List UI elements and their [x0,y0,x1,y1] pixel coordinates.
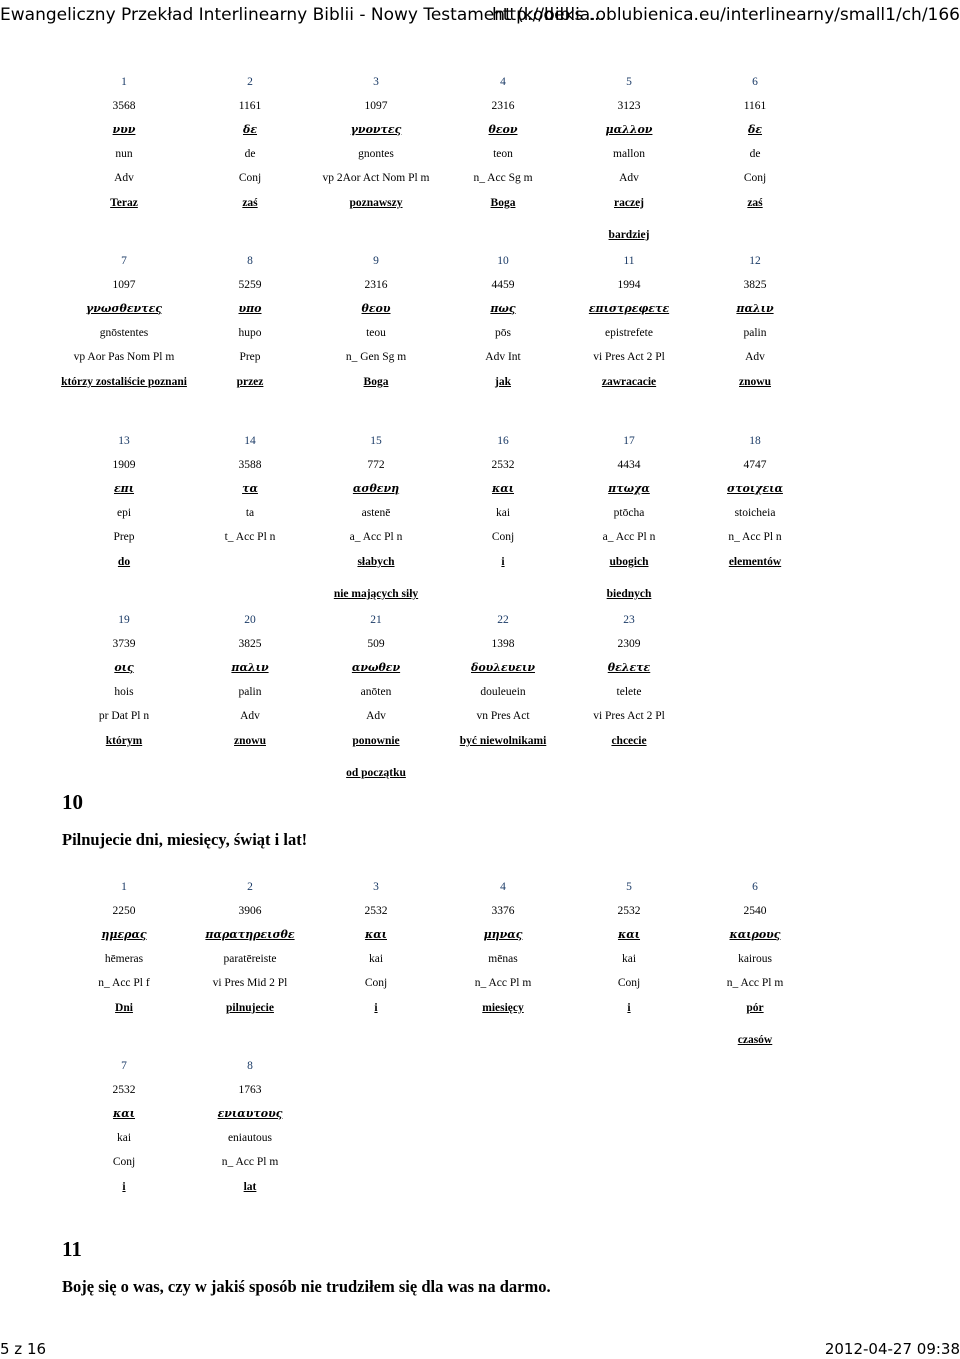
word-block [0,1052,960,1212]
strong-number: 4459 [491,279,515,291]
transliteration: astenē [361,507,391,519]
strong-number: 3739 [112,638,136,650]
word-number: 16 [497,435,509,447]
greek-word[interactable]: παλιν [736,302,774,315]
greek-word[interactable]: θελετε [607,661,651,674]
strong-number: 3568 [112,100,136,112]
alt-translation[interactable]: nie mających siły [333,588,419,600]
polish-translation[interactable]: zawracacie [601,376,657,388]
word-block [0,873,960,1046]
grammar-code: a_ Acc Pl n [602,531,656,543]
transliteration: mallon [613,148,645,160]
polish-translation[interactable]: Boga [363,376,389,388]
grammar-code: a_ Acc Pl n [349,531,403,543]
transliteration: palin [743,327,767,339]
word-number: 22 [497,614,509,626]
word-number: 7 [121,255,127,267]
word-number: 17 [623,435,635,447]
strong-number: 2316 [491,100,515,112]
strong-number: 4434 [617,459,641,471]
grammar-code: Adv [745,351,765,363]
greek-word[interactable]: παρατηρεισθε [205,928,295,941]
polish-translation[interactable]: Boga [490,197,516,209]
word-number: 13 [118,435,130,447]
alt-translation[interactable]: czasów [737,1034,773,1046]
alt-translation[interactable]: od początku [346,767,406,779]
word-block [0,427,960,600]
word-number: 18 [749,435,761,447]
greek-word[interactable]: μαλλον [605,123,653,136]
greek-word[interactable]: γνοντες [350,123,402,136]
polish-translation[interactable]: zaś [747,197,763,209]
transliteration: nun [115,148,133,160]
word-number: 4 [500,76,506,88]
word-number: 3 [373,76,379,88]
polish-translation[interactable]: Teraz [110,197,138,209]
verse-number: 11 [62,1237,82,1261]
word-number: 8 [247,255,253,267]
polish-translation[interactable]: słabych [357,556,395,568]
transliteration: kai [621,953,637,965]
greek-word[interactable]: παλιν [231,661,269,674]
transliteration: de [244,148,256,160]
alt-translation[interactable]: biednych [606,588,652,600]
greek-word[interactable]: γνωσθεντες [86,302,162,315]
greek-word[interactable]: δουλευειν [471,661,535,674]
polish-translation[interactable]: elementów [728,556,782,568]
grammar-code: n_ Acc Sg m [473,172,533,184]
strong-number: 2532 [491,459,515,471]
grammar-code: Adv [366,710,386,722]
word-number: 5 [626,881,632,893]
polish-translation[interactable]: przez [236,376,264,388]
transliteration: kai [116,1132,132,1144]
polish-translation[interactable]: którym [105,735,143,747]
grammar-code: n_ Acc Pl f [98,977,150,989]
transliteration: gnōstentes [99,327,149,339]
transliteration: epistrefete [605,327,653,339]
strong-number: 2532 [112,1084,136,1096]
grammar-code: Conj [364,977,388,989]
polish-translation[interactable]: pilnujecie [226,1002,274,1014]
grammar-code: Conj [238,172,262,184]
word-cell [124,1052,376,1212]
grammar-code: vn Pres Act [476,710,530,722]
strong-number: 3376 [491,905,515,917]
transliteration: ta [245,507,255,519]
polish-translation[interactable]: być niewolnikami [459,735,547,747]
strong-number: 1161 [743,100,767,112]
polish-translation[interactable]: i [501,556,505,568]
greek-word[interactable]: μηνας [483,928,523,941]
greek-word[interactable]: και [617,928,641,941]
grammar-code: Conj [743,172,767,184]
grammar-code: n_ Acc Pl m [221,1156,279,1168]
strong-number: 3906 [238,905,262,917]
page-footer [0,1339,960,1359]
strong-number: 2540 [743,905,767,917]
transliteration: gnontes [358,148,394,160]
grammar-code: n_ Acc Pl n [728,531,782,543]
word-cell [629,873,881,1033]
strong-number: 3123 [617,100,641,112]
strong-number: 1994 [617,279,641,291]
polish-translation[interactable]: chcecie [611,735,647,747]
greek-word[interactable]: και [491,482,515,495]
transliteration: mēnas [488,953,518,965]
grammar-code: vi Pres Mid 2 Pl [212,977,288,989]
polish-translation[interactable]: raczej [614,197,644,209]
transliteration: kai [495,507,511,519]
polish-translation[interactable]: ponownie [352,735,400,747]
strong-number: 1097 [364,100,388,112]
strong-number: 2316 [364,279,388,291]
greek-word[interactable]: ενιαυτους [217,1107,283,1120]
polish-translation[interactable]: do [117,556,131,568]
strong-number: 1909 [112,459,136,471]
polish-translation[interactable]: i [122,1181,126,1193]
word-cell [503,606,755,766]
greek-word[interactable]: νυν [112,123,136,136]
polish-translation[interactable]: miesięcy [482,1002,524,1014]
strong-number: 2309 [617,638,641,650]
word-cell [629,427,881,587]
word-number: 20 [244,614,256,626]
strong-number: 4747 [743,459,767,471]
greek-word[interactable]: δε [242,123,258,136]
transliteration: kairous [738,953,772,965]
grammar-code: Prep [239,351,261,363]
verse-number: 10 [62,790,83,814]
header-url[interactable]: http://biblia.oblubienica.eu/interlinearny/small1/ch/166 [491,5,960,25]
strong-number: 772 [367,459,385,471]
greek-word[interactable]: πτωχα [608,482,650,495]
grammar-code: Adv [114,172,134,184]
transliteration: epi [116,507,132,519]
grammar-code: Conj [617,977,641,989]
polish-translation[interactable]: i [374,1002,378,1014]
word-number: 23 [623,614,635,626]
strong-number: 2250 [112,905,136,917]
grammar-code: Prep [113,531,135,543]
greek-word[interactable]: επιστρεφετε [588,302,670,315]
page-count: 5 z 16 [0,1340,47,1358]
grammar-code: n_ Acc Pl m [726,977,784,989]
grammar-code: Conj [112,1156,136,1168]
greek-word[interactable]: στοιχεια [727,482,783,495]
polish-translation[interactable]: zaś [242,197,258,209]
print-datetime: 2012-04-27 09:38 [824,1340,960,1358]
word-number: 3 [373,881,379,893]
greek-word[interactable]: ημερας [101,928,147,941]
polish-translation[interactable]: lat [243,1181,257,1193]
grammar-code: Adv [240,710,260,722]
transliteration: telete [616,686,642,698]
greek-word[interactable]: θεον [488,123,518,136]
word-number: 7 [121,1060,127,1072]
greek-word[interactable]: και [364,928,388,941]
polish-translation[interactable]: ubogich [609,556,649,568]
strong-number: 1398 [491,638,515,650]
strong-number: 2532 [617,905,641,917]
polish-translation[interactable]: Dni [115,1002,133,1014]
transliteration: anōten [360,686,392,698]
strong-number: 5259 [238,279,262,291]
verse-text: Boję się o was, czy w jakiś sposób nie trudziłem się dla was na darmo. [62,1277,551,1296]
greek-word[interactable]: υπο [238,302,262,315]
word-number: 2 [247,881,253,893]
word-number: 15 [370,435,382,447]
transliteration: paratēreiste [223,953,277,965]
polish-translation[interactable]: którzy zostaliście poznani [61,376,187,388]
transliteration: hois [114,686,134,698]
strong-number: 3825 [743,279,767,291]
strong-number: 3588 [238,459,262,471]
page-header [0,2,960,28]
greek-word[interactable]: οις [114,661,134,674]
word-number: 19 [118,614,130,626]
polish-translation[interactable]: jak [495,376,511,388]
transliteration: hēmeras [104,953,144,965]
strong-number: 1097 [112,279,136,291]
strong-number: 3825 [238,638,262,650]
polish-translation[interactable]: znowu [234,735,266,747]
grammar-code: vi Pres Act 2 Pl [593,710,665,722]
greek-word[interactable]: ανωθεν [351,661,401,674]
strong-number: 509 [367,638,385,650]
transliteration: hupo [238,327,262,339]
word-number: 8 [247,1060,253,1072]
transliteration: teou [366,327,386,339]
polish-translation[interactable]: znowu [739,376,771,388]
word-number: 1 [121,76,127,88]
verse-text: Pilnujecie dni, miesięcy, świąt i lat! [62,830,308,849]
word-cell [629,68,881,228]
word-number: 14 [244,435,256,447]
transliteration: teon [493,148,513,160]
grammar-code: Adv [619,172,639,184]
grammar-code: t_ Acc Pl n [224,531,276,543]
strong-number: 1763 [238,1084,262,1096]
transliteration: douleuein [480,686,526,698]
word-number: 9 [373,255,379,267]
grammar-code: Adv Int [485,351,521,363]
word-number: 2 [247,76,253,88]
word-block [0,68,960,241]
transliteration: de [749,148,761,160]
word-number: 5 [626,76,632,88]
word-number: 1 [121,881,127,893]
grammar-code: vp 2Aor Act Nom Pl m [322,172,430,184]
grammar-code: vp Aor Pas Nom Pl m [73,351,175,363]
transliteration: stoicheia [734,507,776,519]
strong-number: 1161 [238,100,262,112]
transliteration: ptōcha [613,507,645,519]
transliteration: pōs [495,327,511,339]
transliteration: palin [238,686,262,698]
polish-translation[interactable]: i [627,1002,631,1014]
greek-word[interactable]: καιρους [729,928,781,941]
header-title: Ewangeliczny Przekład Interlinearny Biblii - Nowy Testament (kodeks ... [0,5,605,25]
word-number: 11 [623,255,635,267]
word-number: 10 [497,255,509,267]
word-number: 12 [749,255,761,267]
word-number: 6 [752,881,758,893]
greek-word[interactable]: θεου [361,302,391,315]
greek-word[interactable]: ασθενη [352,482,400,495]
word-block [0,606,960,779]
word-cell [629,247,881,407]
grammar-code: pr Dat Pl n [98,710,150,722]
greek-word[interactable]: πως [490,302,516,315]
grammar-code: n_ Acc Pl m [474,977,532,989]
word-block [0,247,960,407]
word-number: 6 [752,76,758,88]
transliteration: kai [368,953,384,965]
polish-translation[interactable]: poznawszy [349,197,403,209]
word-number: 21 [370,614,382,626]
alt-translation[interactable]: bardziej [608,229,650,241]
greek-word[interactable]: επι [113,482,135,495]
transliteration: eniautous [227,1132,273,1144]
word-number: 4 [500,881,506,893]
greek-word[interactable]: δε [747,123,763,136]
polish-translation[interactable]: pór [746,1002,764,1014]
grammar-code: n_ Gen Sg m [345,351,407,363]
grammar-code: vi Pres Act 2 Pl [593,351,665,363]
grammar-code: Conj [491,531,515,543]
greek-word[interactable]: και [112,1107,136,1120]
strong-number: 2532 [364,905,388,917]
greek-word[interactable]: τα [242,482,258,495]
